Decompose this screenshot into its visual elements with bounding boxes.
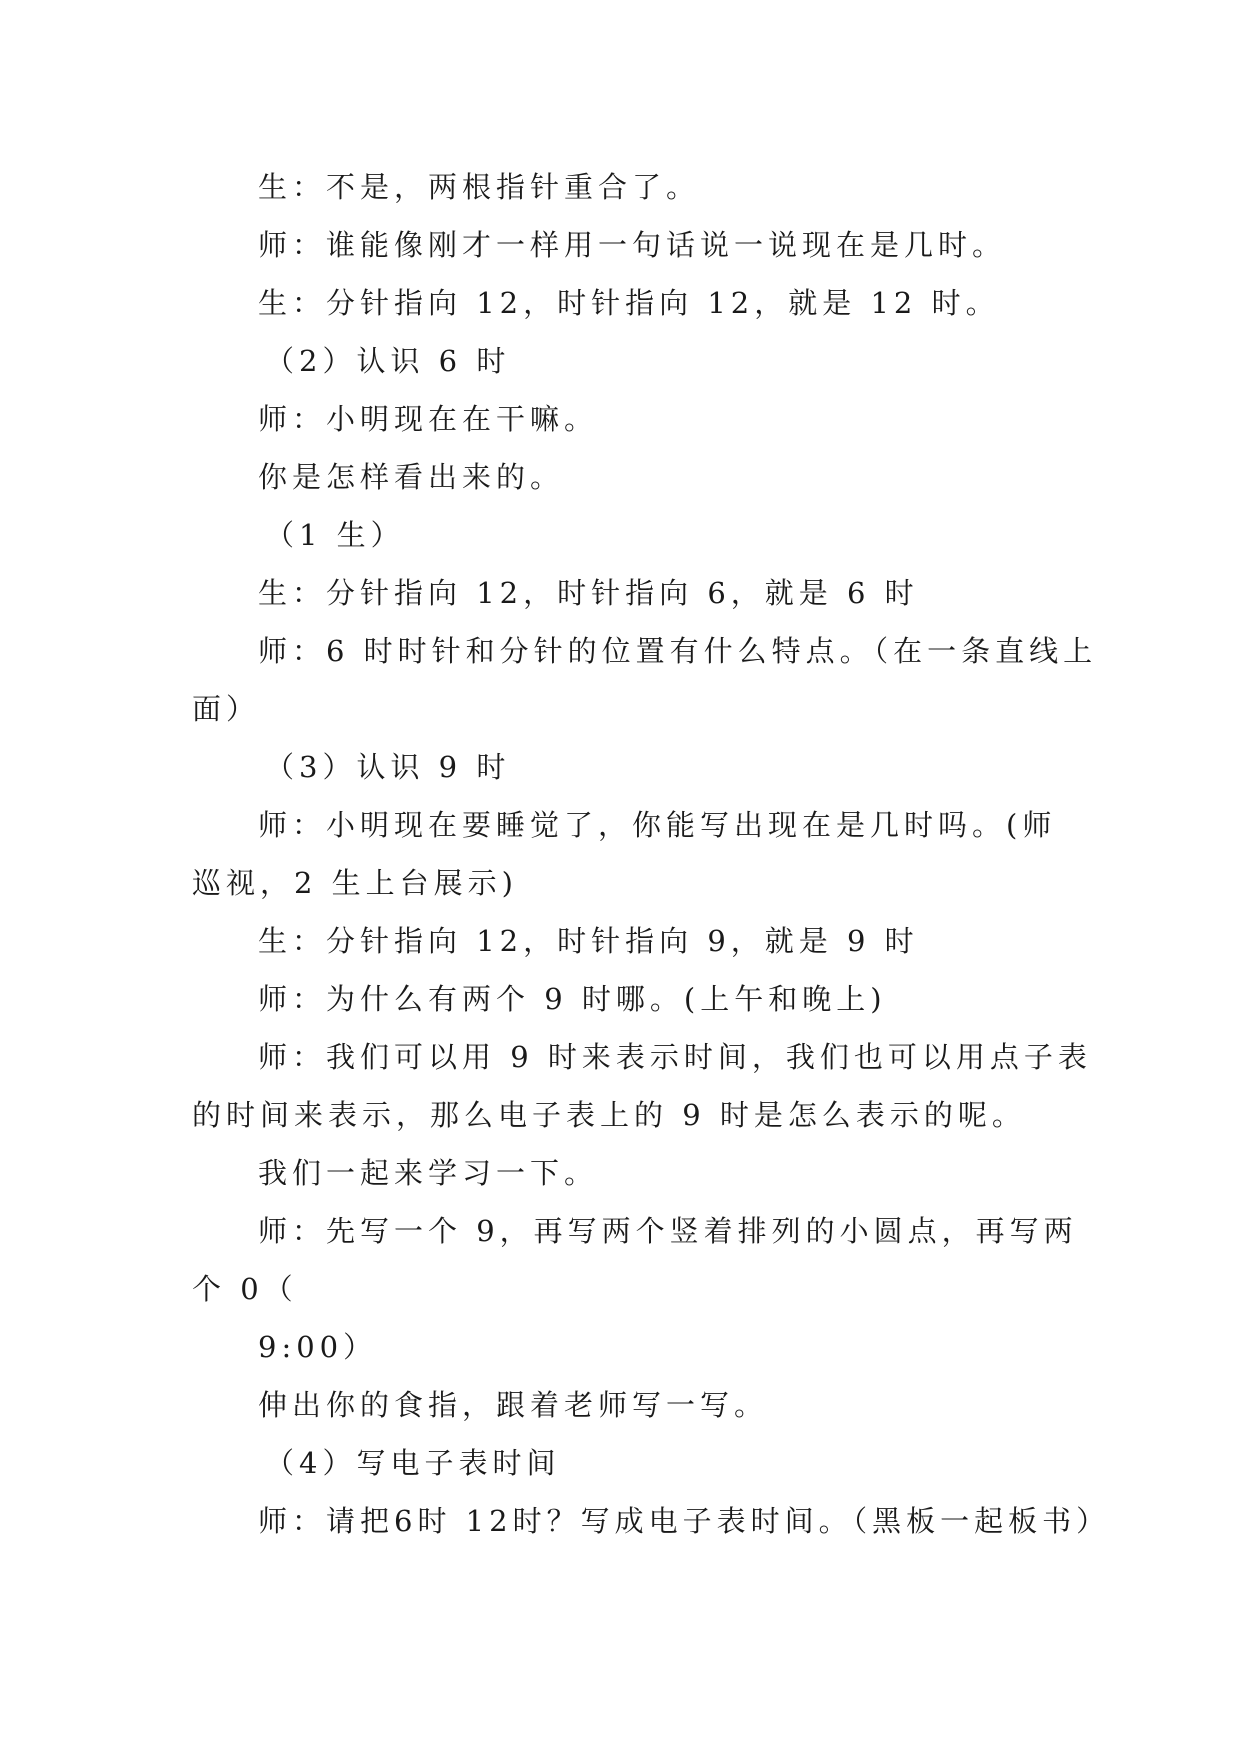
section-heading: （2）认识 6 时 (265, 344, 511, 378)
dialogue-line: 伸出你的食指，跟着老师写一写。 (258, 1388, 769, 1422)
dialogue-line: 师：请把6时 12时？写成电子表时间。（黑板一起板书） (258, 1504, 1111, 1538)
dialogue-line: 我们一起来学习一下。 (258, 1156, 599, 1190)
dialogue-line: 师：我们可以用 9 时来表示时间，我们也可以用点子表 (258, 1040, 1092, 1074)
dialogue-line: 生：不是，两根指针重合了。 (258, 170, 701, 204)
section-heading: （3）认识 9 时 (265, 750, 511, 784)
dialogue-line: 师：小明现在要睡觉了，你能写出现在是几时吗。(师 (258, 808, 1057, 842)
section-heading: （4）写电子表时间 (265, 1446, 561, 1480)
dialogue-line: 生：分针指向 12，时针指向 9，就是 9 时 (258, 924, 919, 958)
dialogue-line-continued: 个 0（ (192, 1272, 298, 1306)
dialogue-line-continued: 巡视，2 生上台展示) (192, 866, 518, 900)
dialogue-line: 生：分针指向 12，时针指向 12，就是 12 时。 (258, 286, 1000, 320)
dialogue-line: 你是怎样看出来的。 (258, 460, 565, 494)
dialogue-line: 师：先写一个 9，再写两个竖着排列的小圆点，再写两 (258, 1214, 1078, 1248)
dialogue-line-continued: 的时间来表示，那么电子表上的 9 时是怎么表示的呢。 (192, 1098, 1026, 1132)
note-line: （1 生） (265, 518, 405, 552)
dialogue-line: 师：6 时时针和分针的位置有什么特点。（在一条直线上 (258, 634, 1098, 668)
dialogue-line: 师：谁能像刚才一样用一句话说一说现在是几时。 (258, 228, 1007, 262)
dialogue-line: 生：分针指向 12，时针指向 6，就是 6 时 (258, 576, 919, 610)
dialogue-line-continued: 面） (192, 692, 261, 726)
time-example: 9:00） (258, 1330, 378, 1364)
dialogue-line: 师：小明现在在干嘛。 (258, 402, 599, 436)
dialogue-line: 师：为什么有两个 9 时哪。(上午和晚上) (258, 982, 887, 1016)
